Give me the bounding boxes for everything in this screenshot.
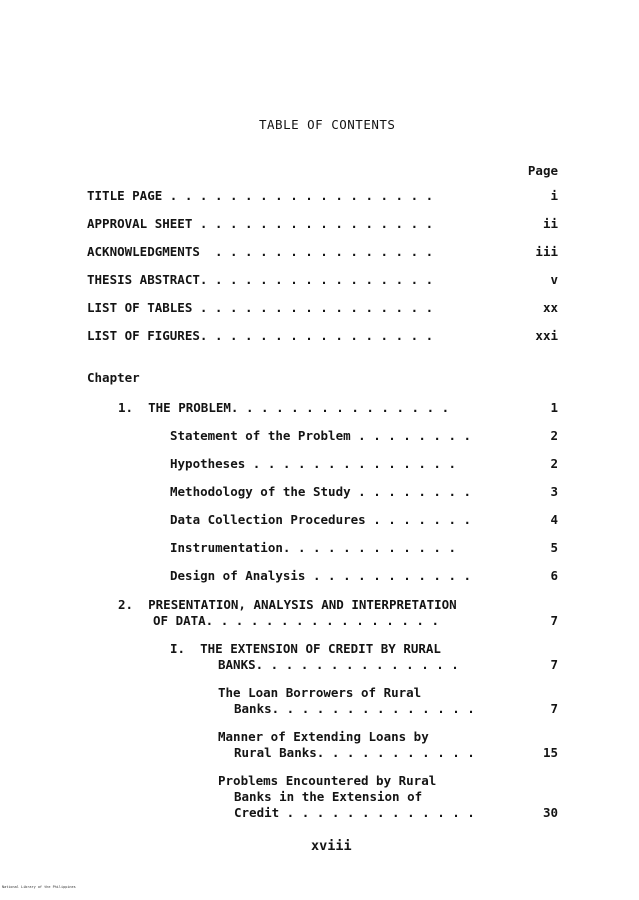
toc-subentry-line1: Problems Encountered by Rural xyxy=(218,773,437,788)
page-number: 7 xyxy=(550,657,558,672)
toc-entry-title-page: TITLE PAGE . . . . . . . . . . . . . . . . . . xyxy=(87,188,434,203)
page-column-header: Page xyxy=(527,163,558,178)
section-i-heading-line2: BANKS. . . . . . . . . . . . . . xyxy=(218,657,459,672)
chapter-label: Chapter xyxy=(87,370,140,385)
page-number: 2 xyxy=(550,428,558,443)
toc-subentry-line2: Rural Banks. . . . . . . . . . . xyxy=(234,745,475,760)
page-number: xxi xyxy=(535,328,558,343)
chapter-2-heading-line2: OF DATA. . . . . . . . . . . . . . . . xyxy=(153,613,439,628)
page-number: xx xyxy=(542,300,558,315)
toc-entry-acknowledgments: ACKNOWLEDGMENTS . . . . . . . . . . . . . . . xyxy=(87,244,434,259)
page-number: 7 xyxy=(550,613,558,628)
page-number: 1 xyxy=(550,400,558,415)
chapter-2-heading-line1: 2. PRESENTATION, ANALYSIS AND INTERPRETATION xyxy=(118,597,457,612)
page-number: 30 xyxy=(542,805,558,820)
section-i-heading-line1: I. THE EXTENSION OF CREDIT BY RURAL xyxy=(170,641,441,656)
page-number: iii xyxy=(535,244,558,259)
page-number: v xyxy=(550,272,558,287)
toc-subentry-line1: The Loan Borrowers of Rural xyxy=(218,685,422,700)
toc-entry-thesis-abstract: THESIS ABSTRACT. . . . . . . . . . . . . . . . xyxy=(87,272,434,287)
toc-entry-list-of-tables: LIST OF TABLES . . . . . . . . . . . . . . . . xyxy=(87,300,434,315)
page-title: TABLE OF CONTENTS xyxy=(259,117,396,132)
page-number: 3 xyxy=(550,484,558,499)
toc-subentry: Hypotheses . . . . . . . . . . . . . . xyxy=(170,456,456,471)
page-number: 5 xyxy=(550,540,558,555)
toc-subentry-line2: Banks. . . . . . . . . . . . . . xyxy=(234,701,475,716)
page-number: ii xyxy=(542,216,558,231)
page-number: 7 xyxy=(550,701,558,716)
footer-page-number: xviii xyxy=(311,838,352,854)
toc-subentry: Methodology of the Study . . . . . . . . xyxy=(170,484,472,499)
toc-subentry: Data Collection Procedures . . . . . . . xyxy=(170,512,472,527)
toc-subentry-line3: Credit . . . . . . . . . . . . . xyxy=(234,805,475,820)
toc-subentry: Statement of the Problem . . . . . . . . xyxy=(170,428,472,443)
chapter-1-heading: 1. THE PROBLEM. . . . . . . . . . . . . . . xyxy=(118,400,450,415)
toc-subentry: Instrumentation. . . . . . . . . . . . xyxy=(170,540,456,555)
toc-subentry-line1: Manner of Extending Loans by xyxy=(218,729,429,744)
page-number: 2 xyxy=(550,456,558,471)
page-number: i xyxy=(550,188,558,203)
page-number: 15 xyxy=(542,745,558,760)
toc-subentry-line2: Banks in the Extension of xyxy=(234,789,423,804)
toc-subentry: Design of Analysis . . . . . . . . . . . xyxy=(170,568,472,583)
toc-entry-list-of-figures: LIST OF FIGURES. . . . . . . . . . . . . . . . xyxy=(87,328,434,343)
page-number: 4 xyxy=(550,512,558,527)
toc-entry-approval-sheet: APPROVAL SHEET . . . . . . . . . . . . . . . . xyxy=(87,216,434,231)
page-number: 6 xyxy=(550,568,558,583)
scan-watermark: National Library of the Philippines xyxy=(2,885,76,889)
